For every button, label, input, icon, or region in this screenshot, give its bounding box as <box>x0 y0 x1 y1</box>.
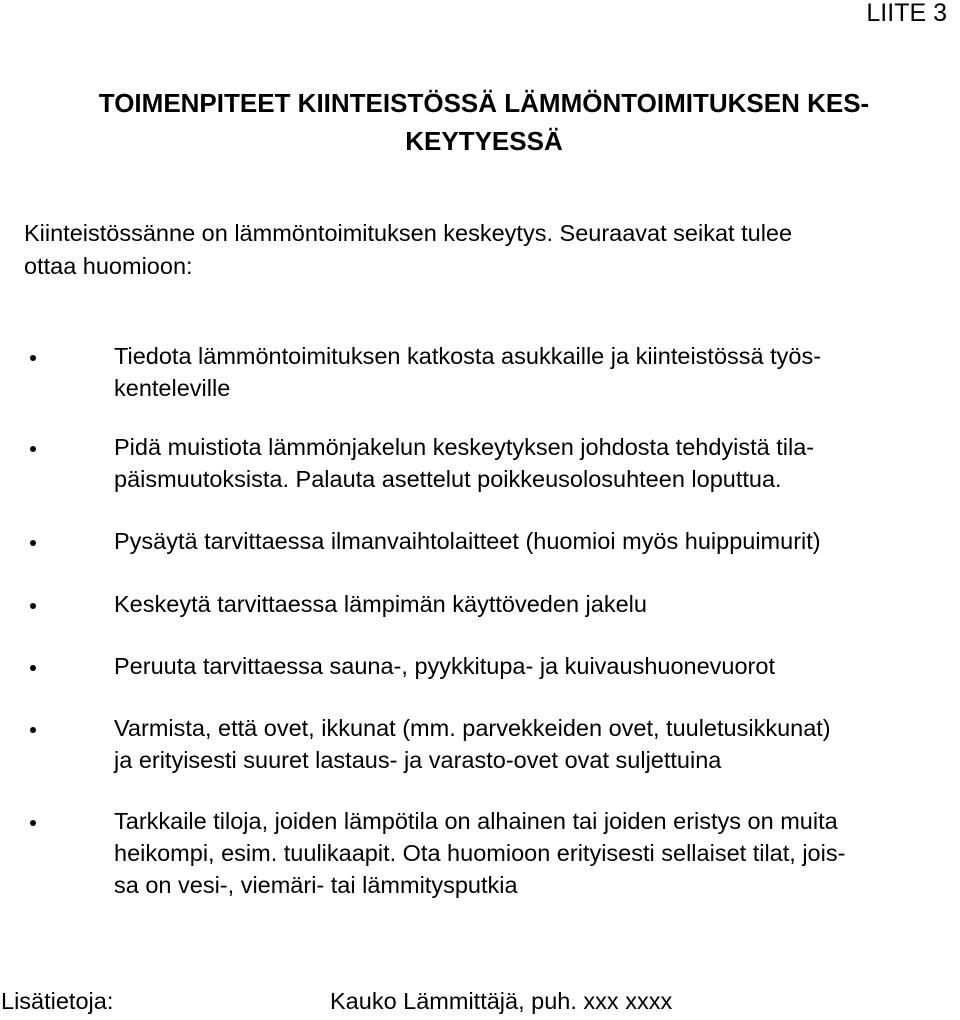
list-item-text <box>114 431 950 495</box>
list-item-text <box>114 650 950 682</box>
list-item-line: Tiedota lämmöntoimituksen katkosta asukkaille ja kiinteistössä työs- <box>114 343 822 369</box>
list-item-line: sa on vesi-, viemäri- tai lämmitysputkia <box>114 872 518 898</box>
document-title-line: KEYTYESSÄ <box>405 126 563 156</box>
list-item-text <box>114 805 950 901</box>
list-item-text <box>114 712 950 776</box>
bullet-icon <box>30 540 36 546</box>
list-item-line: Tarkkaile tiloja, joiden lämpötila on alhainen tai joiden eristys on muita <box>114 808 838 834</box>
list-item-line: kenteleville <box>114 375 231 401</box>
bullet-icon <box>30 820 36 826</box>
bullet-icon <box>30 665 36 671</box>
intro-line: Kiinteistössänne on lämmöntoimituksen keskeytys. Seuraavat seikat tulee <box>24 220 793 246</box>
contact-info: Kauko Lämmittäjä, puh. xxx xxxx <box>330 988 673 1014</box>
list-item-line: Peruuta tarvittaessa sauna-, pyykkitupa- ja kuivaushuonevuorot <box>114 653 775 679</box>
list-item-text <box>114 340 950 404</box>
document-title <box>24 84 944 160</box>
list-item-line: Pidä muistiota lämmönjakelun keskeytyksen johdosta tehdyistä tila- <box>114 434 815 460</box>
list-item-line: päismuutoksista. Palauta asettelut poikkeusolosuhteen loputtua. <box>114 466 782 492</box>
list-item-text <box>114 525 950 557</box>
intro-paragraph <box>24 217 944 283</box>
bullet-icon <box>30 355 36 361</box>
intro-line: ottaa huomioon: <box>24 253 193 279</box>
appendix-label: LIITE 3 <box>866 0 947 27</box>
list-item-line: ja erityisesti suuret lastaus- ja varasto-ovet ovat suljettuina <box>114 747 722 773</box>
bullet-icon <box>30 727 36 733</box>
list-item-line: Keskeytä tarvittaessa lämpimän käyttöveden jakelu <box>114 591 647 617</box>
document-title-line: TOIMENPITEET KIINTEISTÖSSÄ LÄMMÖNTOIMITUKSEN KES- <box>98 88 870 118</box>
bullet-icon <box>30 446 36 452</box>
contact-label: Lisätietoja: <box>1 988 114 1014</box>
list-item-line: Varmista, että ovet, ikkunat (mm. parvekkeiden ovet, tuuletusikkunat) <box>114 715 831 741</box>
list-item-text <box>114 588 950 620</box>
list-item-line: heikompi, esim. tuulikaapit. Ota huomioon erityisesti sellaiset tilat, jois- <box>114 840 846 866</box>
list-item-line: Pysäytä tarvittaessa ilmanvaihtolaitteet (huomioi myös huippuimurit) <box>114 528 821 554</box>
bullet-icon <box>30 603 36 609</box>
